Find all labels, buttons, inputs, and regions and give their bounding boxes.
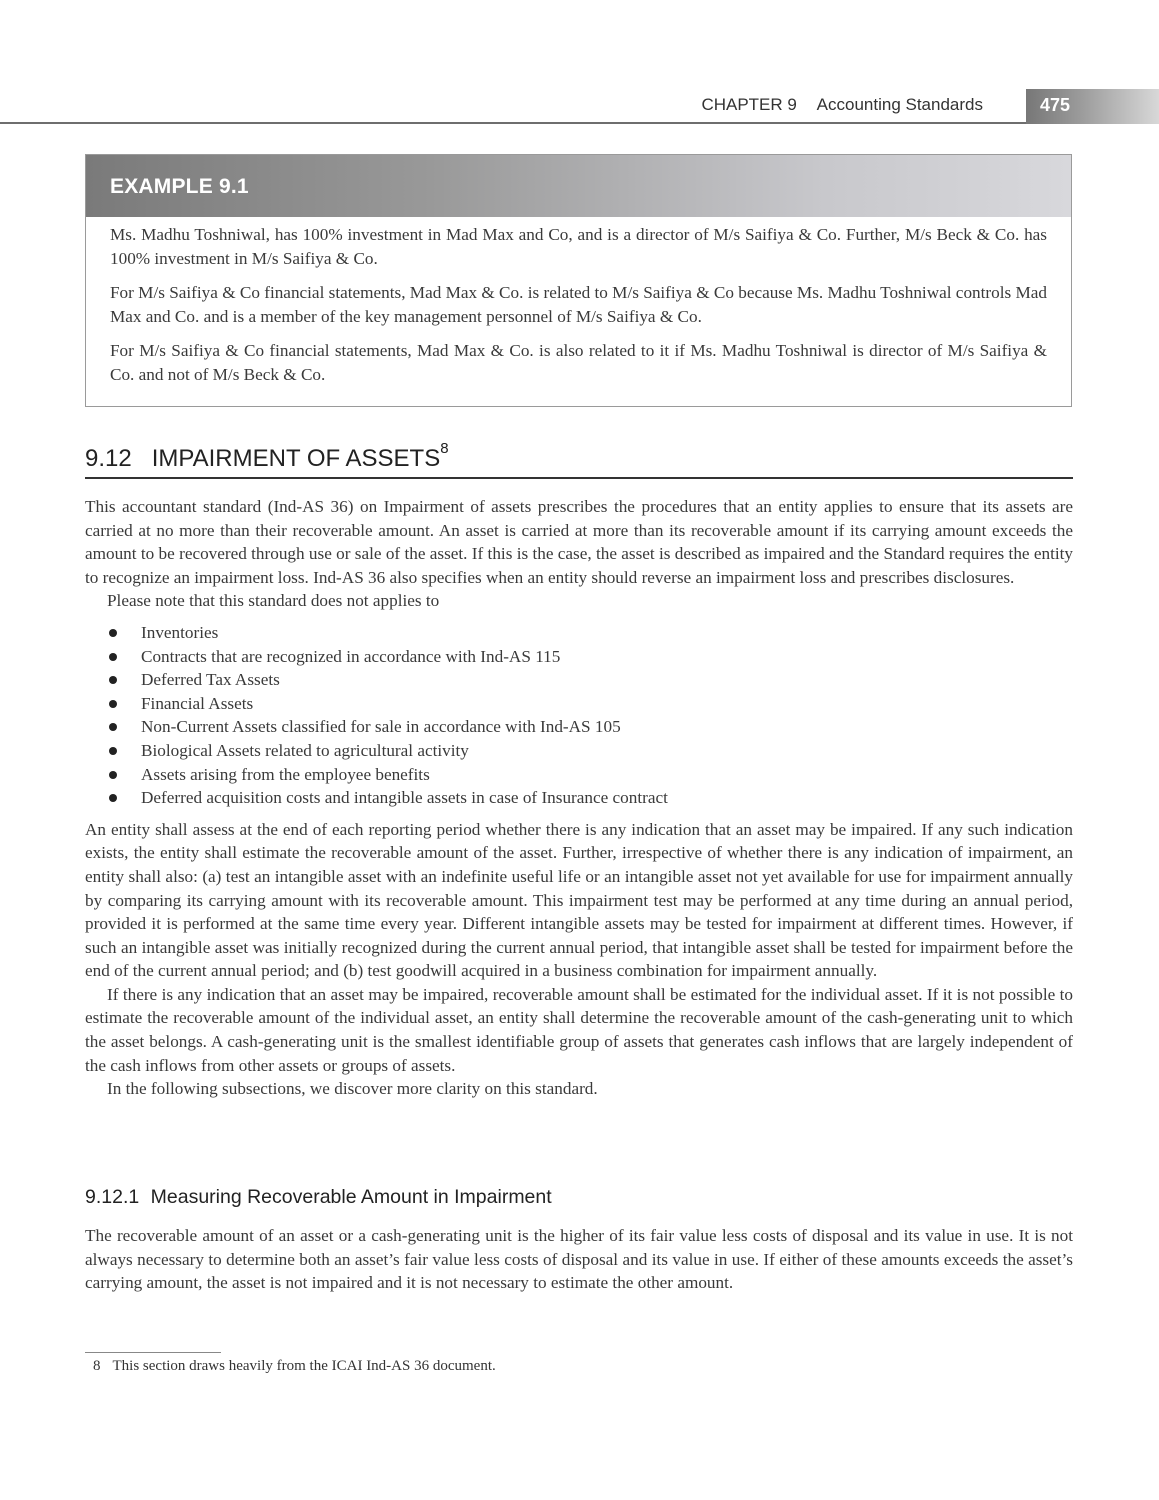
example-paragraph: For M/s Saifiya & Co financial statements, Mad Max & Co. is also related to it if Ms. Madhu Toshniwal is director of M/s Saifiya & Co. and not of M/s Beck & Co. — [110, 341, 1047, 384]
footnote-number: 8 — [93, 1358, 101, 1374]
footnote-text: This section draws heavily from the ICAI Ind-AS 36 document. — [112, 1358, 496, 1374]
footnote-reference[interactable]: 8 — [440, 440, 449, 457]
example-box — [85, 154, 1072, 407]
section-body — [85, 495, 1073, 1101]
intro-paragraph: This accountant standard (Ind-AS 36) on Impairment of assets prescribes the procedures that an entity applies to ensure that its assets are carried at no more than their recoverable amount. An asset is carried at more than its recoverable amount if its carrying amount exceeds the amount to be recovered through use or sale of the asset. If this is the case, the asset is described as impaired and the Standard requires the entity to recognize an impairment loss. Ind-AS 36 also specifies when an entity should reverse an impairment loss and prescribes disclosures. — [85, 497, 1073, 587]
subsection-paragraph: The recoverable amount of an asset or a cash-generating unit is the higher of its fair value less costs of disposal and its value in use. It is not always necessary to determine both an asset’s fair value less costs of disposal and its value in use. If either of these amounts exceeds the asset’s carrying amount, the asset is not impaired and it is not necessary to estimate the other amount. — [85, 1226, 1073, 1293]
running-head-text — [701, 95, 983, 115]
exclusion-note: Please note that this standard does not applies to — [107, 591, 440, 611]
chapter-title: Accounting Standards — [816, 95, 983, 114]
bullet-icon — [109, 700, 117, 708]
list-item: Assets arising from the employee benefits — [85, 763, 1073, 787]
bullet-icon — [109, 676, 117, 684]
subsection-title: Measuring Recoverable Amount in Impairment — [150, 1186, 552, 1208]
example-title: EXAMPLE 9.1 — [110, 175, 249, 198]
bullet-icon — [109, 771, 117, 779]
header-rule — [0, 122, 1027, 124]
assessment-paragraph: An entity shall assess at the end of each reporting period whether there is any indication that an asset may be impaired. If any such indication exists, the entity shall estimate the recoverable amount of the asset. Further, irrespective of whether there is any indication of impairment, an entity shall also: (a) test an intangible asset with an indefinite useful life or an intangible asset not yet available for use for impairment annually by comparing its carrying amount with its recoverable amount. This impairment test may be performed at any time during an annual period, provided it is performed at the same time every year. Different intangible assets may be tested for impairment at different times. However, if such an intangible asset was initially recognized during the current annual period, that intangible asset shall be tested for impairment before the end of the current annual period; and (b) test goodwill acquired in a business combination for impairment annually. — [85, 819, 1073, 981]
example-paragraph: Ms. Madhu Toshniwal, has 100% investment in Mad Max and Co, and is a director of M/s Saifiya & Co. Further, M/s Beck & Co. has 100% investment in M/s Saifiya & Co. — [110, 225, 1047, 268]
footnote — [93, 1358, 496, 1375]
running-head — [0, 0, 1159, 124]
list-item: Deferred acquisition costs and intangible assets in case of Insurance contract — [85, 786, 1073, 810]
page-number-tab — [1026, 89, 1159, 124]
bullet-icon — [109, 629, 117, 637]
section-number: 9.12 — [85, 445, 132, 472]
indication-paragraph: If there is any indication that an asset may be impaired, recoverable amount shall be estimated for the individual asset. If it is not possible to estimate the recoverable amount of the individual asset, an entity shall determine the recoverable amount of the cash-generating unit to which the asset belongs. A cash-generating unit is the smallest identifiable group of assets that generates cash inflows that are largely independent of the cash inflows from other assets or groups of assets. — [85, 984, 1073, 1075]
list-item: Non-Current Assets classified for sale in accordance with Ind-AS 105 — [85, 715, 1073, 739]
example-body — [86, 217, 1071, 386]
subsection-number: 9.12.1 — [85, 1186, 140, 1208]
list-item: Financial Assets — [85, 692, 1073, 716]
bullet-icon — [109, 723, 117, 731]
example-paragraph: For M/s Saifiya & Co financial statements, Mad Max & Co. is related to M/s Saifiya & Co because Ms. Madhu Toshniwal controls Mad Max and Co. and is a member of the key management personnel of M/s Saifiya & Co. — [110, 283, 1047, 326]
section-title: IMPAIRMENT OF ASSETS — [151, 445, 441, 472]
exclusion-list — [85, 621, 1073, 810]
bullet-icon — [109, 747, 117, 755]
following-paragraph: In the following subsections, we discover more clarity on this standard. — [107, 1079, 598, 1099]
page-number: 475 — [1040, 95, 1071, 115]
chapter-label: CHAPTER 9 — [701, 95, 797, 114]
list-item: Inventories — [85, 621, 1073, 645]
footnote-rule — [85, 1352, 221, 1353]
subsection-heading — [85, 1186, 552, 1209]
list-item: Biological Assets related to agricultural activity — [85, 739, 1073, 763]
section-heading — [85, 440, 1073, 479]
bullet-icon — [109, 653, 117, 661]
list-item: Deferred Tax Assets — [85, 668, 1073, 692]
list-item: Contracts that are recognized in accordance with Ind-AS 115 — [85, 645, 1073, 669]
example-header — [86, 155, 1071, 217]
subsection-body — [85, 1224, 1073, 1295]
bullet-icon — [109, 794, 117, 802]
